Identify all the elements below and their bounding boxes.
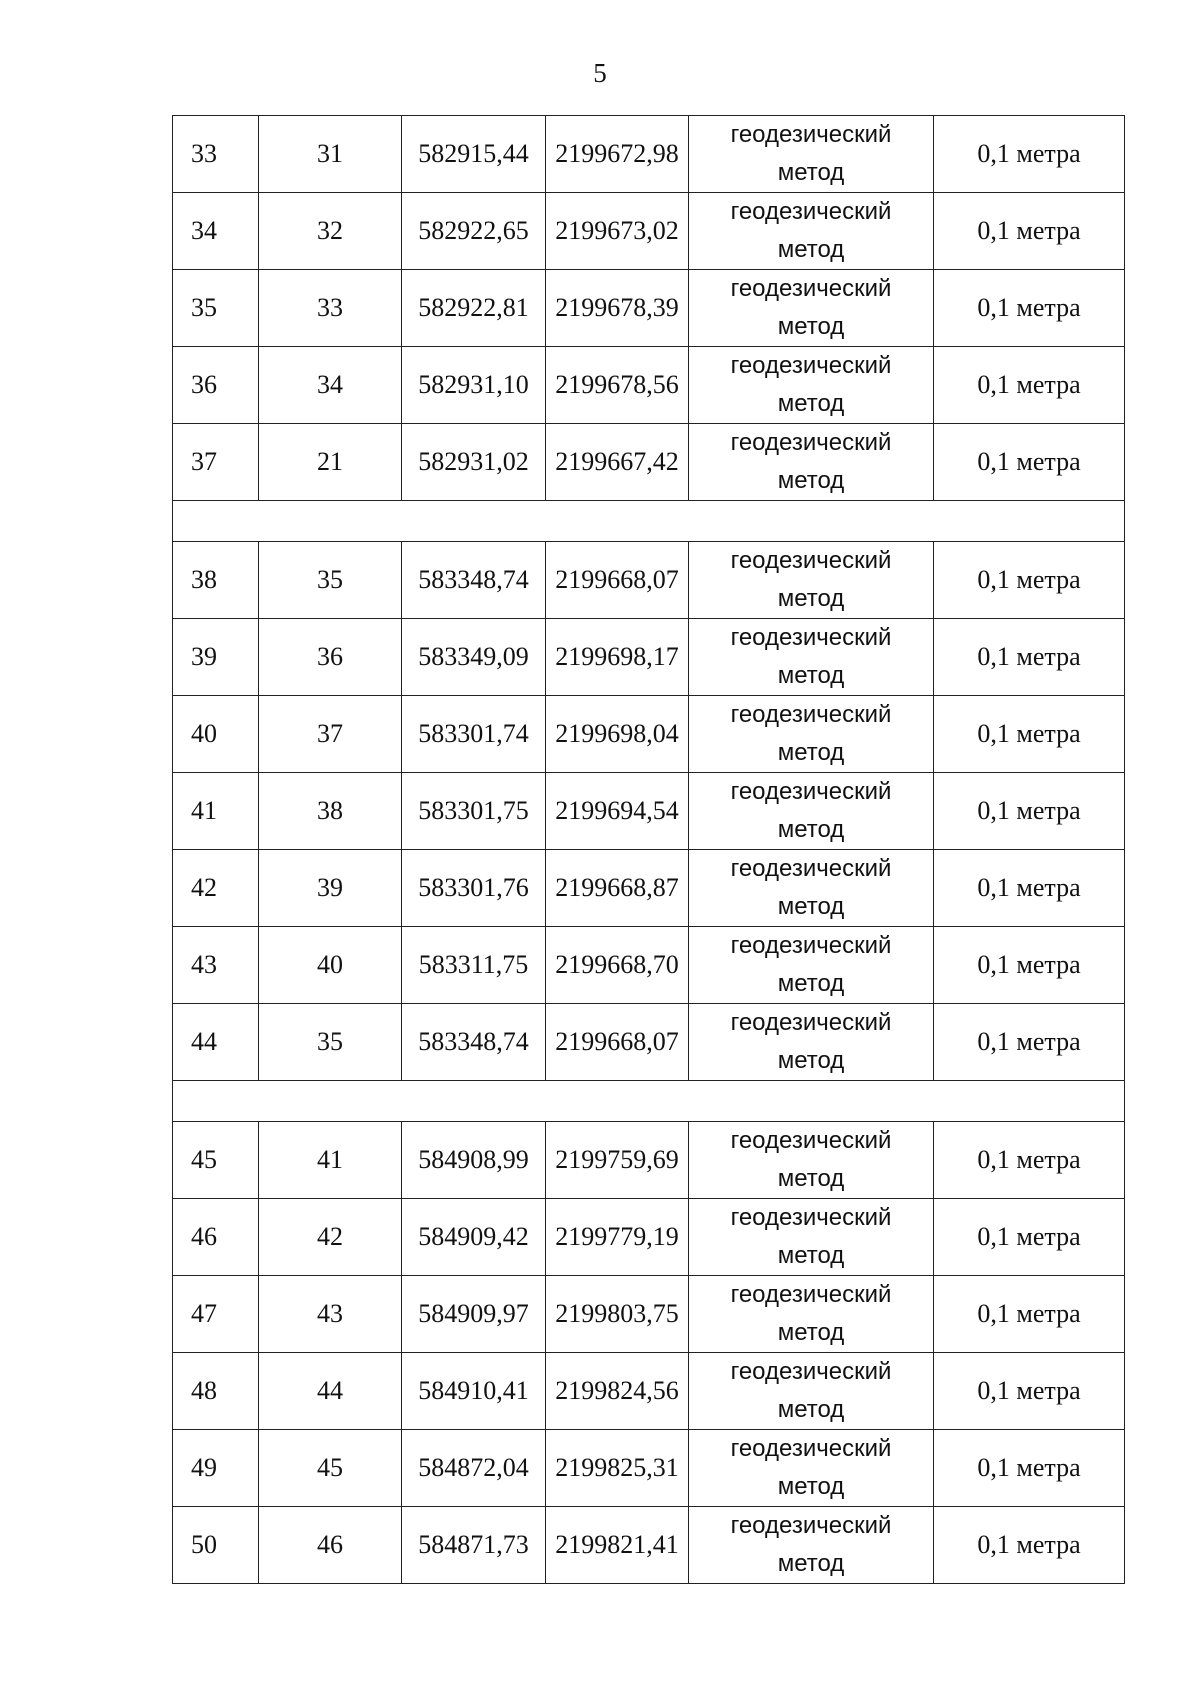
point-number-cell: 31: [259, 116, 402, 193]
table-row: [173, 696, 1125, 773]
x-coordinate-cell: 583301,75: [402, 773, 546, 850]
table-row: [173, 619, 1125, 696]
table-row: [173, 927, 1125, 1004]
table-row: [173, 424, 1125, 501]
accuracy-cell: 0,1 метра: [934, 1276, 1125, 1353]
accuracy-cell: 0,1 метра: [934, 542, 1125, 619]
method-cell: [689, 347, 934, 424]
x-coordinate-cell: 582915,44: [402, 116, 546, 193]
point-number-cell: 32: [259, 193, 402, 270]
row-number-cell: 40: [173, 696, 259, 773]
table-row: [173, 1353, 1125, 1430]
method-cell: [689, 1122, 934, 1199]
point-number-cell: 46: [259, 1507, 402, 1584]
accuracy-cell: 0,1 метра: [934, 696, 1125, 773]
method-line-2: метод: [777, 893, 845, 920]
row-number-cell: 34: [173, 193, 259, 270]
x-coordinate-cell: 582922,65: [402, 193, 546, 270]
point-number-cell: 44: [259, 1353, 402, 1430]
table-row: [173, 1430, 1125, 1507]
point-number-cell: 36: [259, 619, 402, 696]
point-number-cell: 43: [259, 1276, 402, 1353]
x-coordinate-cell: 583301,76: [402, 850, 546, 927]
x-coordinate-cell: 582931,10: [402, 347, 546, 424]
method-line-1: геодезический: [730, 778, 892, 805]
accuracy-cell: 0,1 метра: [934, 773, 1125, 850]
method-cell: [689, 1199, 934, 1276]
row-number-cell: 45: [173, 1122, 259, 1199]
accuracy-cell: 0,1 метра: [934, 1122, 1125, 1199]
accuracy-cell: 0,1 метра: [934, 1507, 1125, 1584]
method-line-2: метод: [777, 1396, 845, 1423]
method-line-2: метод: [777, 467, 845, 494]
row-number-cell: 49: [173, 1430, 259, 1507]
point-number-cell: 37: [259, 696, 402, 773]
method-line-2: метод: [777, 1550, 845, 1577]
group-separator-cell: [173, 1081, 1125, 1122]
method-cell: [689, 116, 934, 193]
accuracy-cell: 0,1 метра: [934, 270, 1125, 347]
x-coordinate-cell: 584909,42: [402, 1199, 546, 1276]
method-line-1: геодезический: [730, 198, 892, 225]
method-cell: [689, 424, 934, 501]
table-row: [173, 347, 1125, 424]
method-cell: [689, 1353, 934, 1430]
x-coordinate-cell: 583348,74: [402, 1004, 546, 1081]
table-row: [173, 1199, 1125, 1276]
method-cell: [689, 1507, 934, 1584]
point-number-cell: 21: [259, 424, 402, 501]
method-cell: [689, 1276, 934, 1353]
method-line-1: геодезический: [730, 352, 892, 379]
row-number-cell: 50: [173, 1507, 259, 1584]
method-line-1: геодезический: [730, 1358, 892, 1385]
y-coordinate-cell: 2199759,69: [546, 1122, 689, 1199]
method-line-2: метод: [777, 1473, 845, 1500]
page-number: 5: [593, 58, 607, 88]
method-cell: [689, 1430, 934, 1507]
row-number-cell: 33: [173, 116, 259, 193]
x-coordinate-cell: 582922,81: [402, 270, 546, 347]
method-cell: [689, 193, 934, 270]
row-number-cell: 39: [173, 619, 259, 696]
method-line-1: геодезический: [730, 429, 892, 456]
x-coordinate-cell: 583311,75: [402, 927, 546, 1004]
x-coordinate-cell: 584872,04: [402, 1430, 546, 1507]
y-coordinate-cell: 2199821,41: [546, 1507, 689, 1584]
point-number-cell: 40: [259, 927, 402, 1004]
method-cell: [689, 850, 934, 927]
y-coordinate-cell: 2199668,70: [546, 927, 689, 1004]
accuracy-cell: 0,1 метра: [934, 1004, 1125, 1081]
method-line-2: метод: [777, 970, 845, 997]
method-cell: [689, 927, 934, 1004]
method-line-2: метод: [777, 585, 845, 612]
method-cell: [689, 1004, 934, 1081]
point-number-cell: 38: [259, 773, 402, 850]
row-number-cell: 42: [173, 850, 259, 927]
method-line-2: метод: [777, 1047, 845, 1074]
row-number-cell: 43: [173, 927, 259, 1004]
table-row: [173, 1276, 1125, 1353]
row-number-cell: 48: [173, 1353, 259, 1430]
y-coordinate-cell: 2199803,75: [546, 1276, 689, 1353]
method-line-1: геодезический: [730, 624, 892, 651]
method-line-2: метод: [777, 390, 845, 417]
method-line-2: метод: [777, 662, 845, 689]
method-line-1: геодезический: [730, 1204, 892, 1231]
y-coordinate-cell: 2199667,42: [546, 424, 689, 501]
table-row: [173, 193, 1125, 270]
accuracy-cell: 0,1 метра: [934, 1353, 1125, 1430]
x-coordinate-cell: 584910,41: [402, 1353, 546, 1430]
point-number-cell: 41: [259, 1122, 402, 1199]
row-number-cell: 35: [173, 270, 259, 347]
row-number-cell: 37: [173, 424, 259, 501]
method-cell: [689, 270, 934, 347]
row-number-cell: 36: [173, 347, 259, 424]
table-row: [173, 116, 1125, 193]
x-coordinate-cell: 583349,09: [402, 619, 546, 696]
y-coordinate-cell: 2199678,39: [546, 270, 689, 347]
method-line-2: метод: [777, 739, 845, 766]
row-number-cell: 38: [173, 542, 259, 619]
table-row: [173, 850, 1125, 927]
coordinates-table-body: [173, 116, 1125, 1584]
method-line-2: метод: [777, 1242, 845, 1269]
accuracy-cell: 0,1 метра: [934, 1430, 1125, 1507]
method-line-2: метод: [777, 1165, 845, 1192]
method-line-1: геодезический: [730, 1281, 892, 1308]
method-line-2: метод: [777, 816, 845, 843]
table-row: [173, 270, 1125, 347]
method-cell: [689, 773, 934, 850]
point-number-cell: 35: [259, 542, 402, 619]
y-coordinate-cell: 2199668,07: [546, 1004, 689, 1081]
y-coordinate-cell: 2199672,98: [546, 116, 689, 193]
y-coordinate-cell: 2199678,56: [546, 347, 689, 424]
accuracy-cell: 0,1 метра: [934, 424, 1125, 501]
method-line-1: геодезический: [730, 855, 892, 882]
method-line-1: геодезический: [730, 1127, 892, 1154]
row-number-cell: 41: [173, 773, 259, 850]
accuracy-cell: 0,1 метра: [934, 850, 1125, 927]
x-coordinate-cell: 584871,73: [402, 1507, 546, 1584]
point-number-cell: 33: [259, 270, 402, 347]
table-row: [173, 773, 1125, 850]
group-separator-cell: [173, 501, 1125, 542]
accuracy-cell: 0,1 метра: [934, 116, 1125, 193]
y-coordinate-cell: 2199673,02: [546, 193, 689, 270]
method-line-1: геодезический: [730, 932, 892, 959]
method-line-1: геодезический: [730, 547, 892, 574]
method-line-1: геодезический: [730, 275, 892, 302]
method-line-2: метод: [777, 236, 845, 263]
y-coordinate-cell: 2199825,31: [546, 1430, 689, 1507]
point-number-cell: 34: [259, 347, 402, 424]
accuracy-cell: 0,1 метра: [934, 1199, 1125, 1276]
accuracy-cell: 0,1 метра: [934, 619, 1125, 696]
method-cell: [689, 696, 934, 773]
row-number-cell: 44: [173, 1004, 259, 1081]
method-line-1: геодезический: [730, 1435, 892, 1462]
method-line-1: геодезический: [730, 1512, 892, 1539]
y-coordinate-cell: 2199668,07: [546, 542, 689, 619]
table-row: [173, 542, 1125, 619]
method-line-2: метод: [777, 313, 845, 340]
point-number-cell: 42: [259, 1199, 402, 1276]
coordinates-table: [172, 115, 1125, 1584]
table-row: [173, 1004, 1125, 1081]
y-coordinate-cell: 2199698,04: [546, 696, 689, 773]
x-coordinate-cell: 583348,74: [402, 542, 546, 619]
row-number-cell: 47: [173, 1276, 259, 1353]
x-coordinate-cell: 582931,02: [402, 424, 546, 501]
method-line-2: метод: [777, 159, 845, 186]
y-coordinate-cell: 2199779,19: [546, 1199, 689, 1276]
accuracy-cell: 0,1 метра: [934, 193, 1125, 270]
accuracy-cell: 0,1 метра: [934, 347, 1125, 424]
row-number-cell: 46: [173, 1199, 259, 1276]
table-row: [173, 1507, 1125, 1584]
accuracy-cell: 0,1 метра: [934, 927, 1125, 1004]
x-coordinate-cell: 584908,99: [402, 1122, 546, 1199]
method-line-1: геодезический: [730, 701, 892, 728]
point-number-cell: 45: [259, 1430, 402, 1507]
point-number-cell: 35: [259, 1004, 402, 1081]
method-line-2: метод: [777, 1319, 845, 1346]
x-coordinate-cell: 584909,97: [402, 1276, 546, 1353]
point-number-cell: 39: [259, 850, 402, 927]
table-row: [173, 1122, 1125, 1199]
y-coordinate-cell: 2199698,17: [546, 619, 689, 696]
method-line-1: геодезический: [730, 121, 892, 148]
method-cell: [689, 619, 934, 696]
y-coordinate-cell: 2199824,56: [546, 1353, 689, 1430]
group-separator-row: [173, 501, 1125, 542]
y-coordinate-cell: 2199668,87: [546, 850, 689, 927]
y-coordinate-cell: 2199694,54: [546, 773, 689, 850]
group-separator-row: [173, 1081, 1125, 1122]
method-line-1: геодезический: [730, 1009, 892, 1036]
method-cell: [689, 542, 934, 619]
x-coordinate-cell: 583301,74: [402, 696, 546, 773]
